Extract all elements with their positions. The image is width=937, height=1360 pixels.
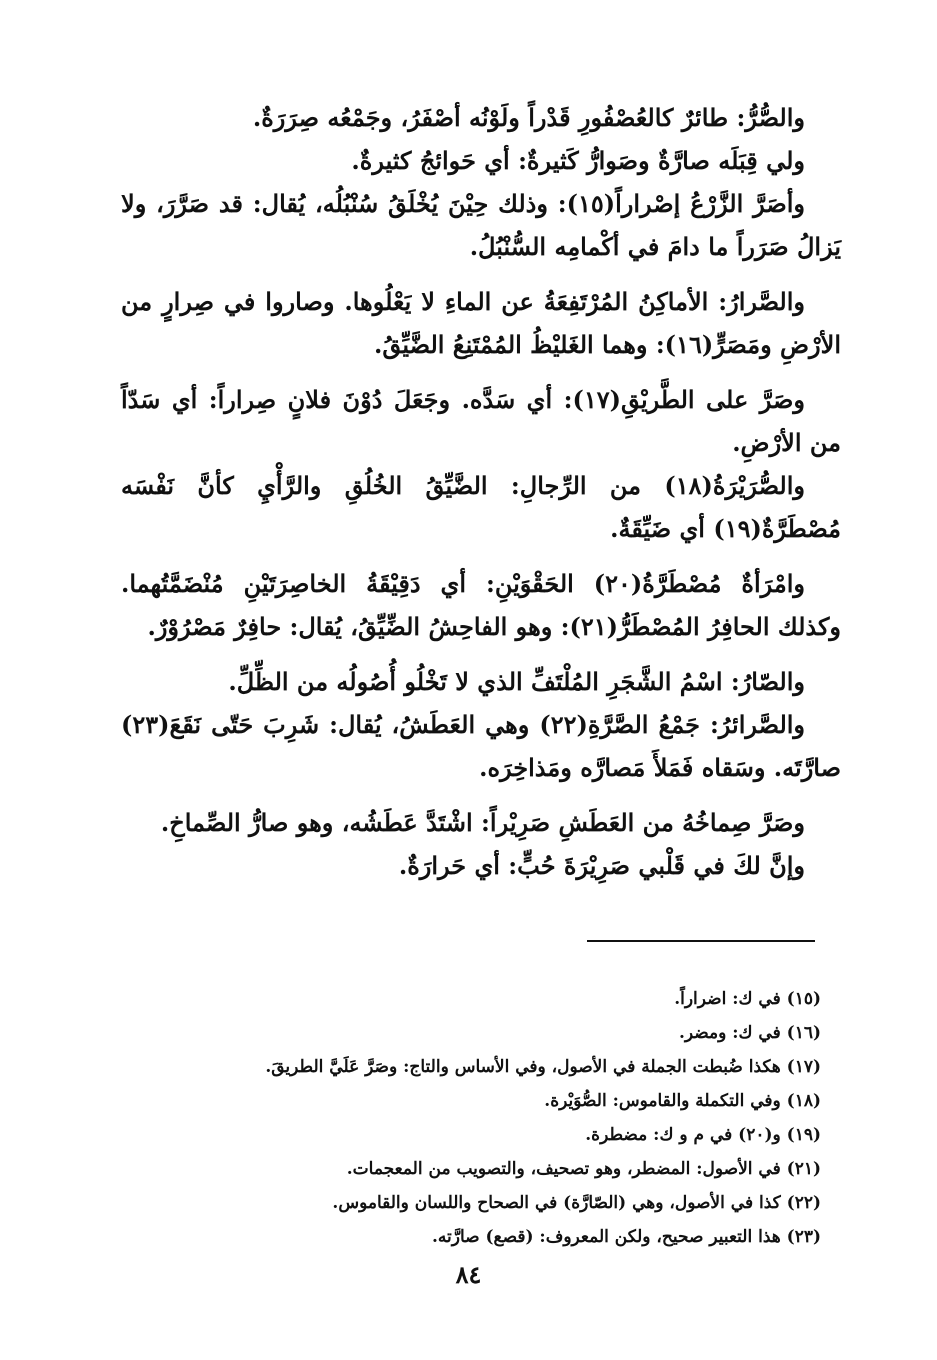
main-text [121, 96, 841, 887]
paragraph-sarra-tariq: وصَرَّ على الطَّريْقِ(١٧): أي سَدَّه. وجَعَلَ دُوْنَ فلانٍ صِراراً: أي سَدّاً من الأرْضِ. [121, 385, 841, 457]
paragraph-asarra: وأصَرَّ الزَّرْعُ إصْراراً(١٥): وذلك حِيْنَ يُخْلَقُ سُنْبُلُه، يُقال: قد صَرَّرَ، ولا يَزالُ صَرَراً ما دامَ في أكْمامِه السُّنْبُلُ. [121, 189, 841, 261]
paragraph-sar: والصّارُ: اسْمُ الشَّجَرِ المُلْتَفِّ الذي لا تَخْلُو أُصُولُه من الظِّلِّ. [228, 667, 805, 696]
paragraph-sarra: ولي قِبَلَه صارَّةٌ وصَوارُّ كَثيرةٌ: أي حَوائجُ كثيرةٌ. [351, 146, 805, 175]
footnote-16: (١٦) في ك: ومضر. [678, 1023, 821, 1043]
paragraph-sorayra: والصُّرَيْرَةُ(١٨) من الرِّجالِ: الضَّيِّقُ الخُلُقِ والرَّأْيِ كأنَّ نَفْسَه مُصْطَرَّةٌ(١٩) أي ضَيِّقَةٌ. [121, 471, 841, 543]
footnote-17: (١٧) هكذا ضُبطت الجملة في الأصول، وفي الأساس والتاج: وصَرَّ عَلَيَّ الطريقَ. [265, 1057, 821, 1077]
footnote-15: (١٥) في ك: اضراراً. [674, 989, 821, 1009]
footnote-divider [587, 940, 815, 942]
paragraph-sarirat-hubb: وإنَّ لكَ في قَلْبي صَرِيْرَةَ حُبٍّ: أي حَرارَةٌ. [398, 851, 805, 880]
footnote-22: (٢٢) كذا في الأصول، وهي (الصّارَّة) في الصحاح واللسان والقاموس. [332, 1193, 821, 1213]
paragraph-simakh: وصَرَّ صِماخُهُ من العَطَشِ صَرِيْراً: اشْتَدَّ عَطَشُه، وهو صارُّ الصِّماخِ. [160, 808, 805, 837]
paragraph-mustarra: وامْرَأةٌ مُصْطَرَّةُ(٢٠) الحَقْوَيْنِ: أي دَقِيْقَةُ الخاصِرَتَيْنِ مُنْضَمَّتُهما. وكذلك الحافِرُ المُصْطَرُّ(٢١): وهو الفاحِشُ الضِّيِّقُ، يُقال: حافِرٌ مَصْرُوْرٌ. [121, 569, 841, 641]
footnotes [121, 982, 821, 1254]
footnote-21: (٢١) في الأصول: المضطر، وهو تصحيف، والتصويب من المعجمات. [346, 1159, 821, 1179]
footnote-23: (٢٣) هذا التعبير صحيح، ولكن المعروف: (قصع) صارَّته. [432, 1227, 821, 1247]
paragraph-sorr: والصُّرُّ: طائرٌ كالعُصْفُورِ قَدْراً ولَوْنُه أصْفَرُ، وجَمْعُه صِرَرَةٌ. [252, 103, 805, 132]
footnote-18: (١٨) وفي التكملة والقاموس: الصُّوَيْرة. [544, 1091, 821, 1111]
page-number: ٨٤ [455, 1260, 482, 1289]
paragraph-sirar: والصَّرارُ: الأماكِنُ المُرْتَفِعَةُ عن الماءِ لا يَعْلُوها. وصاروا في صِرارٍ من الأرْضِ ومَصَرٍّ(١٦): وهما الغَليْظُ المُمْتَنِعُ الضَّيِّقُ. [121, 287, 841, 359]
paragraph-sarair: والصَّرائرُ: جَمْعُ الصَّرَّةِ(٢٢) وهي العَطَشُ، يُقال: شَرِبَ حَتّى نَقَعَ(٢٣) صارَّتَه. وسَقاه فَمَلأَ مَصارَّه ومَذاخِرَه. [121, 710, 841, 782]
footnote-19-20: (١٩) و(٢٠) في م و ك: مضطرة. [585, 1125, 821, 1145]
